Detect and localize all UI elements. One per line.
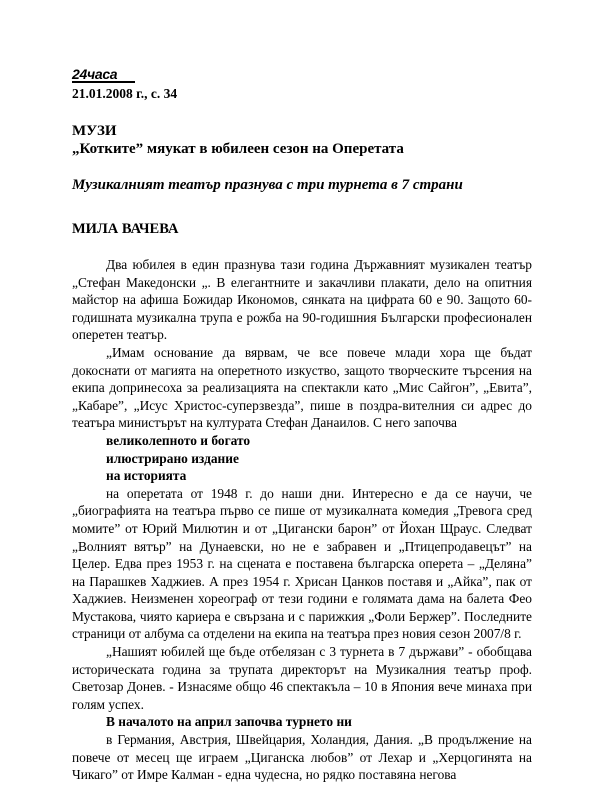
- intertitle: В началото на април започва турнето ни: [106, 714, 352, 730]
- paragraph: на оперетата от 1948 г. до наши дни. Интересно е да се научи, че „биографията на театъра първо се пише от музикалната комедия „Тревога сред момите” от Юрий Милютин и от „Цигански барон” от Йохан Щраус. Следват „Волният вятър” на Дунаевски, но не е забравен и „Птицепродавецът” на Целер. Едва през 1953 г. на сцената е поставена българска оперета – „Деляна” на Парашкев Хаджиев. А през 1954 г. Хрисан Цанков поставя и „Айка”, пак от Хаджиев. Неизменен хореограф от тези години е голямата дама на балета Фео Мустакова, чиято кариера е свързана и с парижкия „Фоли Бержер”. Последните страници от албума са отделени на екипа на театъра през новия сезон 2007/8 г.: [72, 485, 532, 642]
- intertitle-line: илюстрирано издание: [106, 450, 239, 466]
- paragraph: „Нашият юбилей ще бъде отбелязан с 3 турнета в 7 държави” - обобщава историческата година за трупата директорът на Музикалния театър проф. Светозар Донев. - Изнасяме общо 46 спектакъла – 10 в Япония вече минаха при голям успех.: [72, 644, 532, 712]
- intertitle-line: великолепното и богато: [106, 432, 251, 448]
- newspaper-logo: 24часа: [72, 67, 135, 83]
- headline: „Котките” мяукат в юбилеен сезон на Оперетата: [72, 141, 404, 157]
- subheadline: Музикалният театър празнува с три турнета в 7 страни: [72, 177, 463, 193]
- article-page: [72, 66, 532, 784]
- paragraph: „Имам основание да вярвам, че все повече млади хора ще бъдат докоснати от магията на оперетното изкуство, защото творческите търсения на екипа допринесоха за реализацията на спектакли като „Мис Сайгон”, „Евита”, „Кабаре”, „Исус Христос-суперзвезда”, пише в поздра-вителния си адрес до театъра министърът на културата Стефан Данаилов. С него започва: [72, 344, 532, 431]
- paragraph: в Германия, Австрия, Швейцария, Холандия, Дания. „В продължение на повече от месец ще играем „Циганска любов” от Лехар и „Херцогинята на Чикаго” от Имре Калман - една чудесна, но рядко поставяна негова: [72, 732, 532, 783]
- author: МИЛА ВАЧЕВА: [72, 221, 179, 237]
- rubric: МУЗИ: [72, 123, 117, 139]
- dateline: 21.01.2008 г., с. 34: [72, 86, 178, 101]
- paragraph: Два юбилея в един празнува тази година Държавният музикален театър „Стефан Македонски „. В елегантните и закачливи плакати, дело на опитния майстор на афиша Божидар Икономов, сянката на цифрата 60 е 90. Защото 60-годишната музикална трупа е рожба на 90-годишния Български професионален оперетен театър.: [72, 257, 532, 343]
- article-body: [72, 256, 532, 784]
- intertitle-line: на историята: [106, 468, 187, 484]
